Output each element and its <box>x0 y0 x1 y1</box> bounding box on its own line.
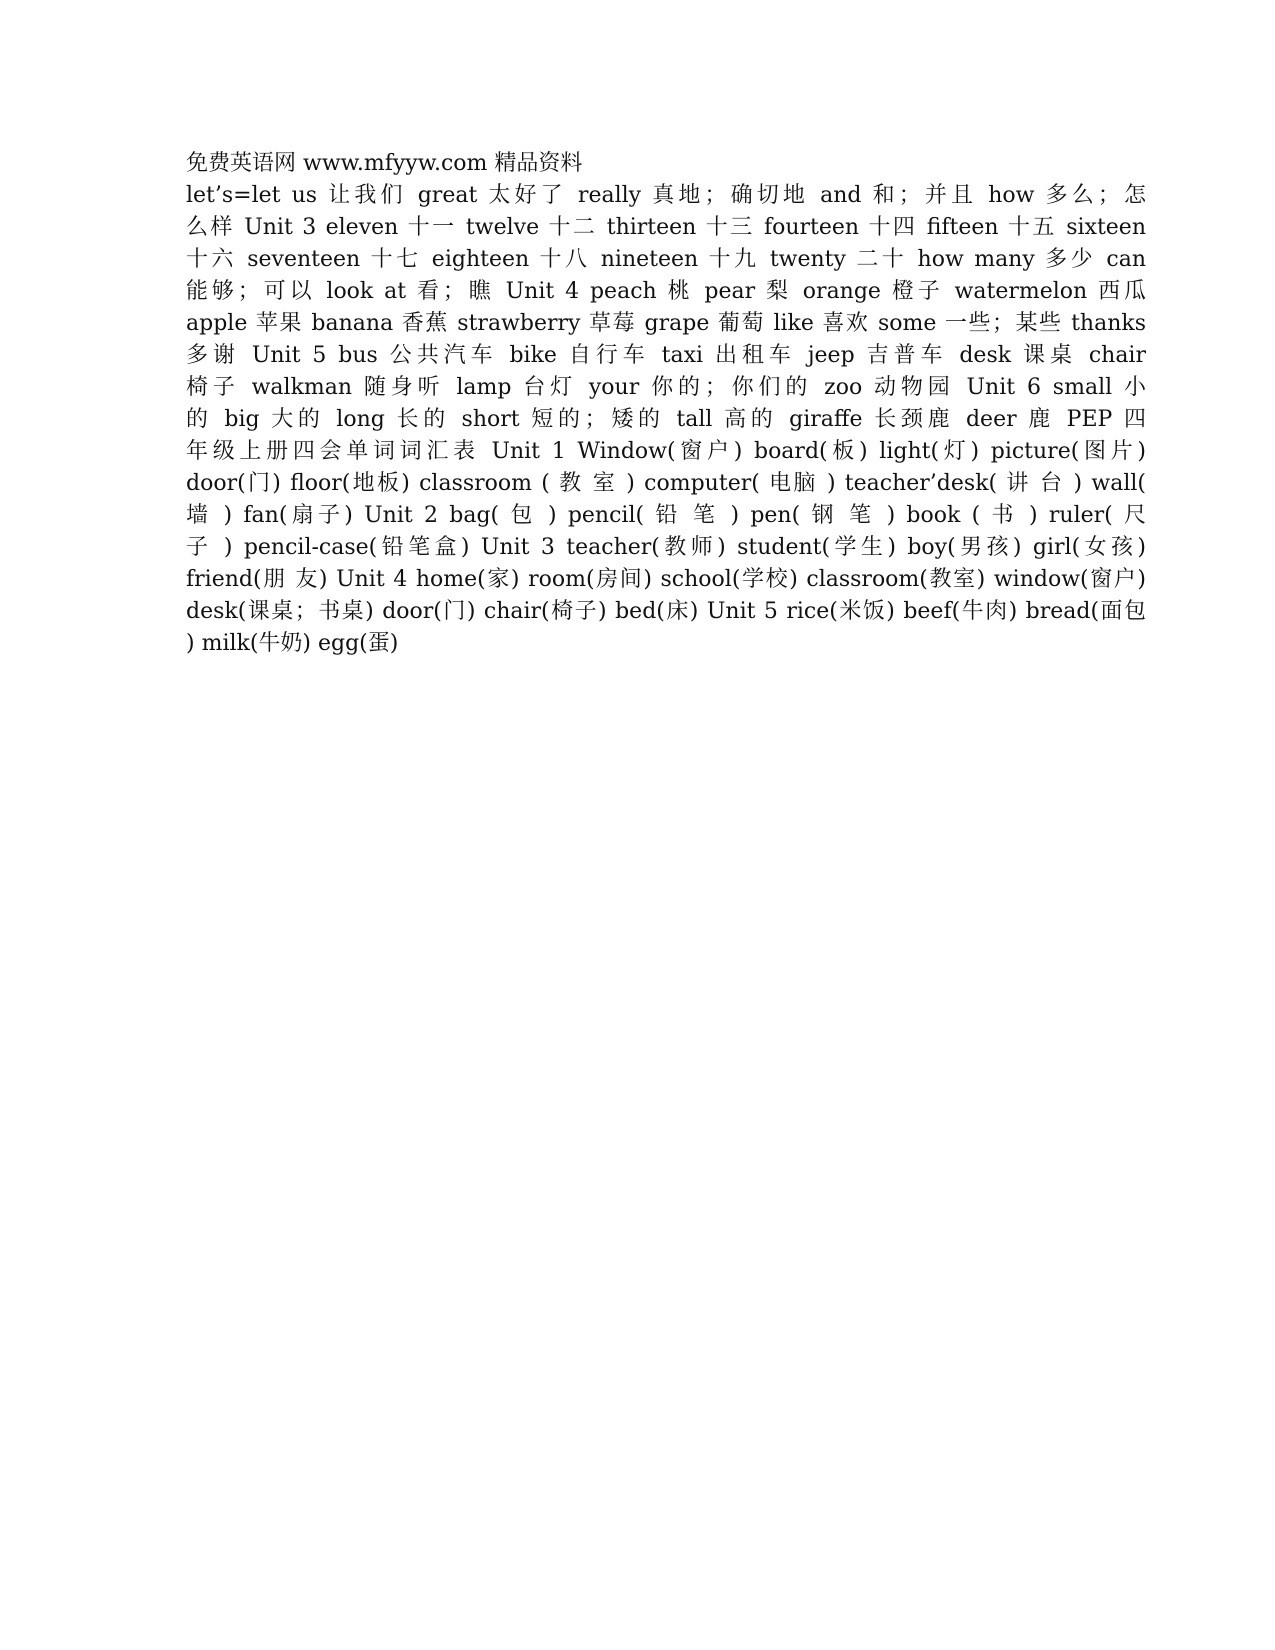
text-line: 的 big 大的 long 长的 short 短的；矮的 tall 高的 giraffe 长颈鹿 deer 鹿 PEP 四 <box>186 407 1146 432</box>
text-line: ) milk(牛奶) egg(蛋) <box>186 631 399 656</box>
text-line: 椅子 walkman 随身听 lamp 台灯 your 你的；你们的 zoo 动物园 Unit 6 small 小 <box>186 375 1146 400</box>
text-line: 多谢 Unit 5 bus 公共汽车 bike 自行车 taxi 出租车 jeep 吉普车 desk 课桌 chair <box>186 343 1146 368</box>
text-line: door(门) floor(地板) classroom ( 教 室 ) computer( 电脑 ) teacher’desk( 讲 台 ) wall( <box>186 471 1146 496</box>
text-line: 能够；可以 look at 看；瞧 Unit 4 peach 桃 pear 梨 orange 橙子 watermelon 西瓜 <box>186 279 1146 304</box>
vocabulary-text <box>186 148 1146 660</box>
document-header: 免费英语网 www.mfyyw.com 精品资料 <box>186 151 583 176</box>
text-line: friend(朋 友) Unit 4 home(家) room(房间) school(学校) classroom(教室) window(窗户) <box>186 567 1146 592</box>
text-line: 么样 Unit 3 eleven 十一 twelve 十二 thirteen 十三 fourteen 十四 fifteen 十五 sixteen <box>186 215 1146 240</box>
text-line: 年级上册四会单词词汇表 Unit 1 Window(窗户) board(板) light(灯) picture(图片) <box>186 439 1146 464</box>
text-line: let’s=let us 让我们 great 太好了 really 真地；确切地 and 和；并且 how 多么；怎 <box>186 183 1146 208</box>
text-line: apple 苹果 banana 香蕉 strawberry 草莓 grape 葡萄 like 喜欢 some 一些；某些 thanks <box>186 311 1146 336</box>
text-line: 墙 ) fan(扇子) Unit 2 bag( 包 ) pencil( 铅 笔 ) pen( 钢 笔 ) book ( 书 ) ruler( 尺 <box>186 503 1146 528</box>
text-line: 子 ) pencil-case(铅笔盒) Unit 3 teacher(教师) student(学生) boy(男孩) girl(女孩) <box>186 535 1146 560</box>
text-line: desk(课桌；书桌) door(门) chair(椅子) bed(床) Unit 5 rice(米饭) beef(牛肉) bread(面包 <box>186 599 1146 624</box>
text-line: 十六 seventeen 十七 eighteen 十八 nineteen 十九 twenty 二十 how many 多少 can <box>186 247 1146 272</box>
